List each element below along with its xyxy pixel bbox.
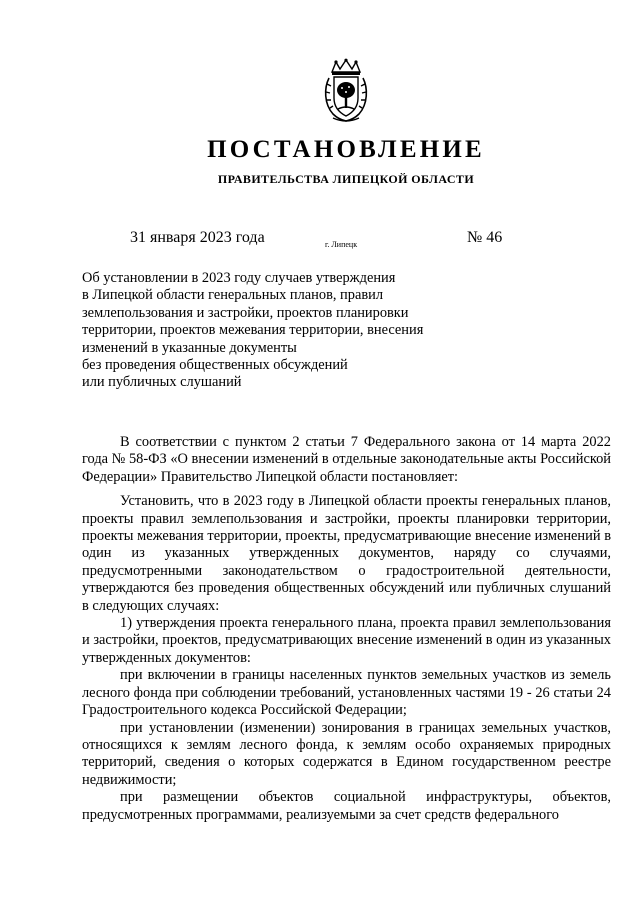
body-paragraph: Установить, что в 2023 году в Липецкой области проекты генеральных планов, проекты правил землепользования и застройки, проекты планировки территории, проекты межевания территории, проекты, предусматривающие внесение изменений в один из указанных утвержденных документов, наряду со случаями, предусмотренными законодательством о градостроительной деятельности, утверждаются без проведения общественных обсуждений или публичных слушаний в следующих случаях:: [82, 493, 611, 614]
heading-line: или публичных слушаний: [82, 374, 242, 391]
document-number: № 46: [467, 229, 503, 246]
coat-of-arms-icon: [323, 58, 369, 124]
heading-line: Об установлении в 2023 году случаев утверждения: [82, 270, 396, 286]
document-body: [82, 434, 611, 824]
body-paragraph: при размещении объектов социальной инфраструктуры, объектов, предусмотренных программами, реализуемыми за счет средств федерального: [82, 789, 611, 823]
document-date: 31 января 2023 года: [130, 229, 265, 246]
document-title: ПОСТАНОВЛЕНИЕ: [207, 136, 485, 163]
document-heading: [82, 270, 462, 392]
preamble-paragraph: В соответствии с пунктом 2 статьи 7 Федерального закона от 14 марта 2022 года № 58-ФЗ «О внесении изменений в отдельные законодательные акты Российской Федерации» Правительство Липецкой области постановляет:: [82, 434, 611, 485]
heading-line: в Липецкой области генеральных планов, правил: [82, 287, 384, 304]
heading-line: землепользования и застройки, проектов планировки: [82, 304, 409, 321]
heading-line: изменений в указанные документы: [82, 339, 297, 356]
body-paragraph: при включении в границы населенных пунктов земельных участков из земель лесного фонда при соблюдении требований, установленных частями 19 - 26 статьи 24 Градостроительного кодекса Российской Федерации;: [82, 667, 611, 719]
heading-line: территории, проектов межевания территории, внесения: [82, 322, 424, 339]
body-paragraph: 1) утверждения проекта генерального плана, проекта правил землепользования и застройки, проектов, предусматривающих внесение изменений в один из указанных утвержденных документов:: [82, 615, 611, 666]
heading-line: без проведения общественных обсуждений: [82, 357, 348, 374]
document-place: г. Липецк: [325, 240, 358, 249]
body-paragraph: при установлении (изменении) зонирования в границах земельных участков, относящихся к землям лесного фонда, к землям особо охраняемых природных территорий, сведения о которых содержатся в Едином государственном реестре недвижимости;: [82, 719, 611, 788]
document-issuer: ПРАВИТЕЛЬСТВА ЛИПЕЦКОЙ ОБЛАСТИ: [217, 172, 475, 186]
